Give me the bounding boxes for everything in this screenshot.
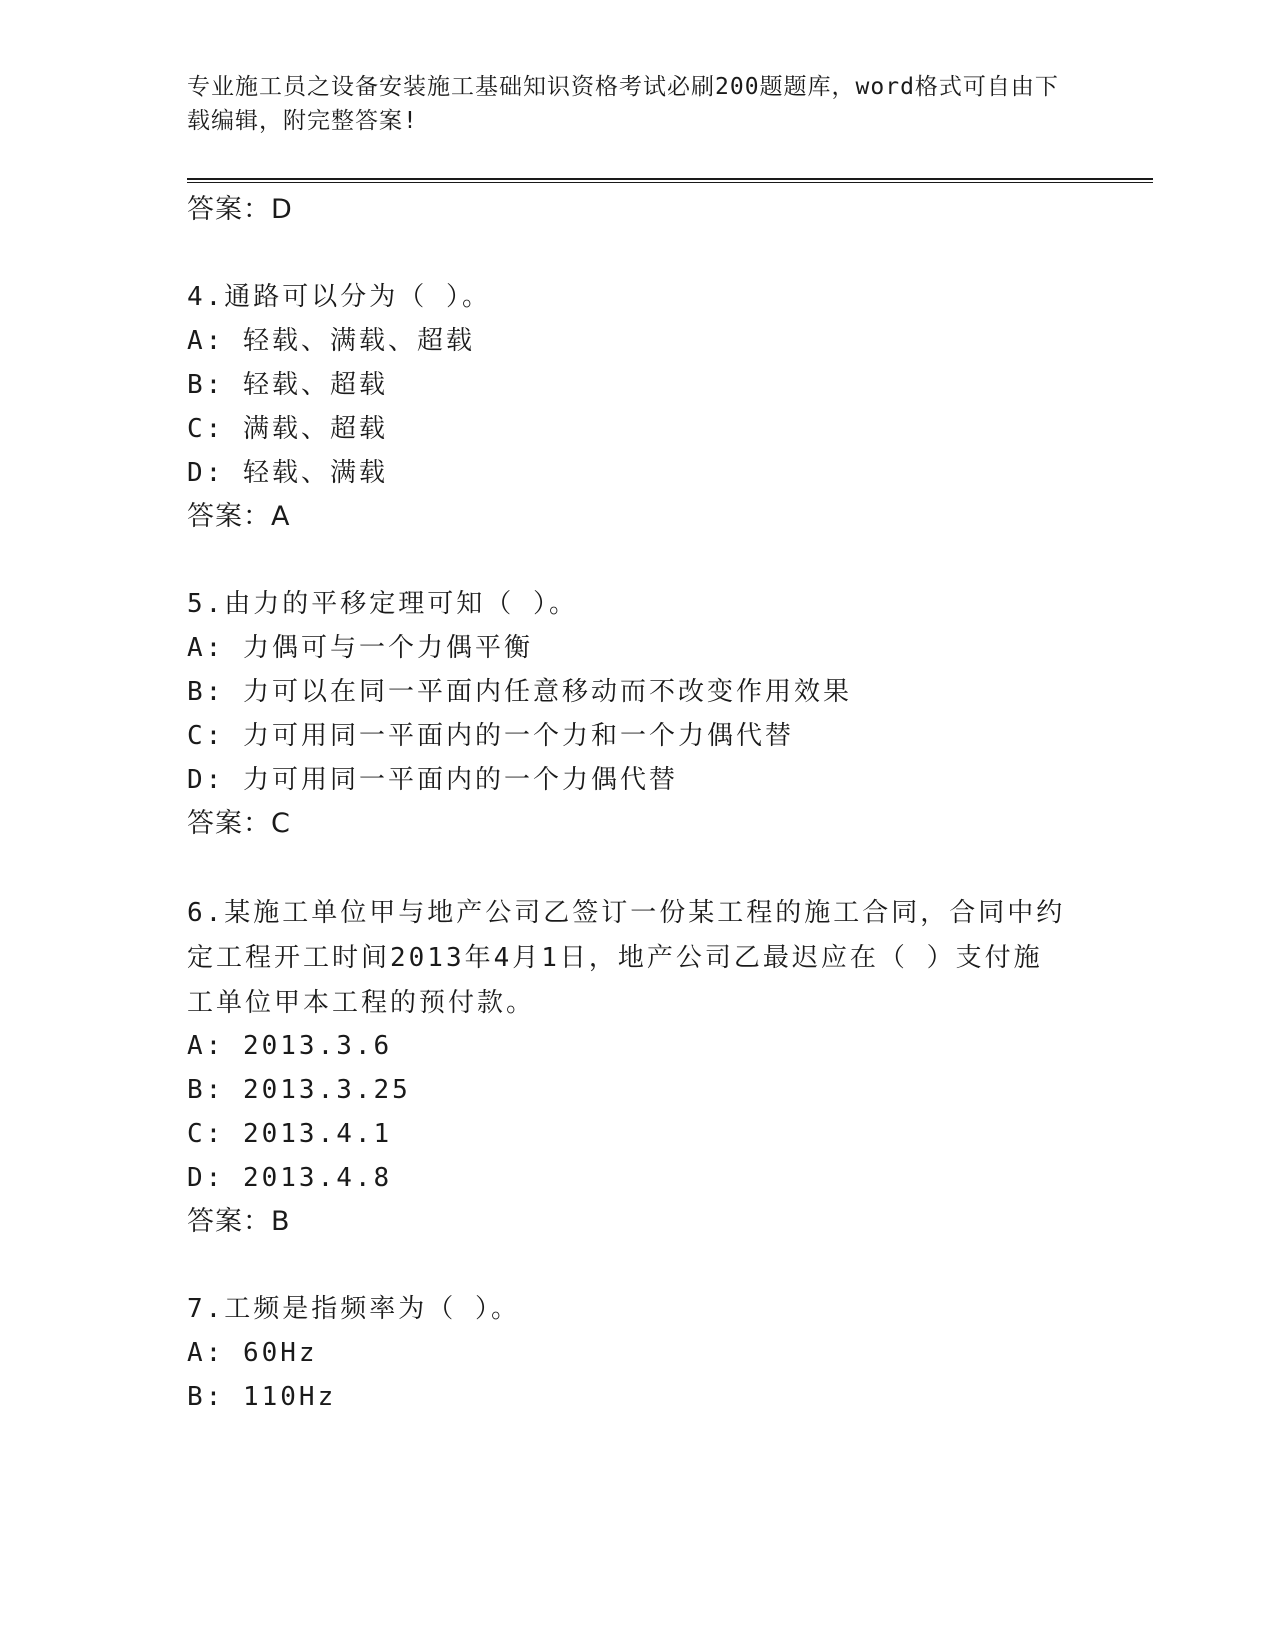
question-4-stem: 4.通路可以分为（ ）。 [187,282,491,312]
question-5-option-b: B: 力可以在同一平面内任意移动而不改变作用效果 [187,677,852,707]
question-5-option-a: A: 力偶可与一个力偶平衡 [187,633,533,663]
question-4-option-a: A: 轻载、满载、超载 [187,326,475,356]
header-divider-thin [187,182,1153,183]
question-5-stem: 5.由力的平移定理可知（ ）。 [187,589,578,619]
question-4-option-c: C: 满载、超载 [187,414,388,444]
answer-q6: 答案：B [187,1206,291,1237]
question-6-option-c: C: 2013.4.1 [187,1119,393,1149]
answer-q4: 答案：A [187,501,291,532]
question-7-option-b: B: 110Hz [187,1382,337,1412]
answer-q3: 答案：D [187,194,293,225]
question-7-option-a: A: 60Hz [187,1338,318,1368]
question-6-option-a: A: 2013.3.6 [187,1031,393,1061]
header-divider [187,178,1153,180]
question-5-option-d: D: 力可用同一平面内的一个力偶代替 [187,765,678,795]
document-header: 专业施工员之设备安装施工基础知识资格考试必刷200题题库，word格式可自由下载编辑，附完整答案! [187,74,1059,134]
question-6-option-b: B: 2013.3.25 [187,1075,411,1105]
question-4-option-d: D: 轻载、满载 [187,458,388,488]
answer-q5: 答案：C [187,808,291,839]
question-6-stem: 6.某施工单位甲与地产公司乙签订一份某工程的施工合同，合同中约定工程开工时间2013年4月1日，地产公司乙最迟应在（ ）支付施工单位甲本工程的预付款。 [187,898,1066,1018]
question-4-option-b: B: 轻载、超载 [187,370,388,400]
question-7-stem: 7.工频是指频率为（ ）。 [187,1294,520,1324]
question-6-option-d: D: 2013.4.8 [187,1163,393,1193]
question-5-option-c: C: 力可用同一平面内的一个力和一个力偶代替 [187,721,794,751]
